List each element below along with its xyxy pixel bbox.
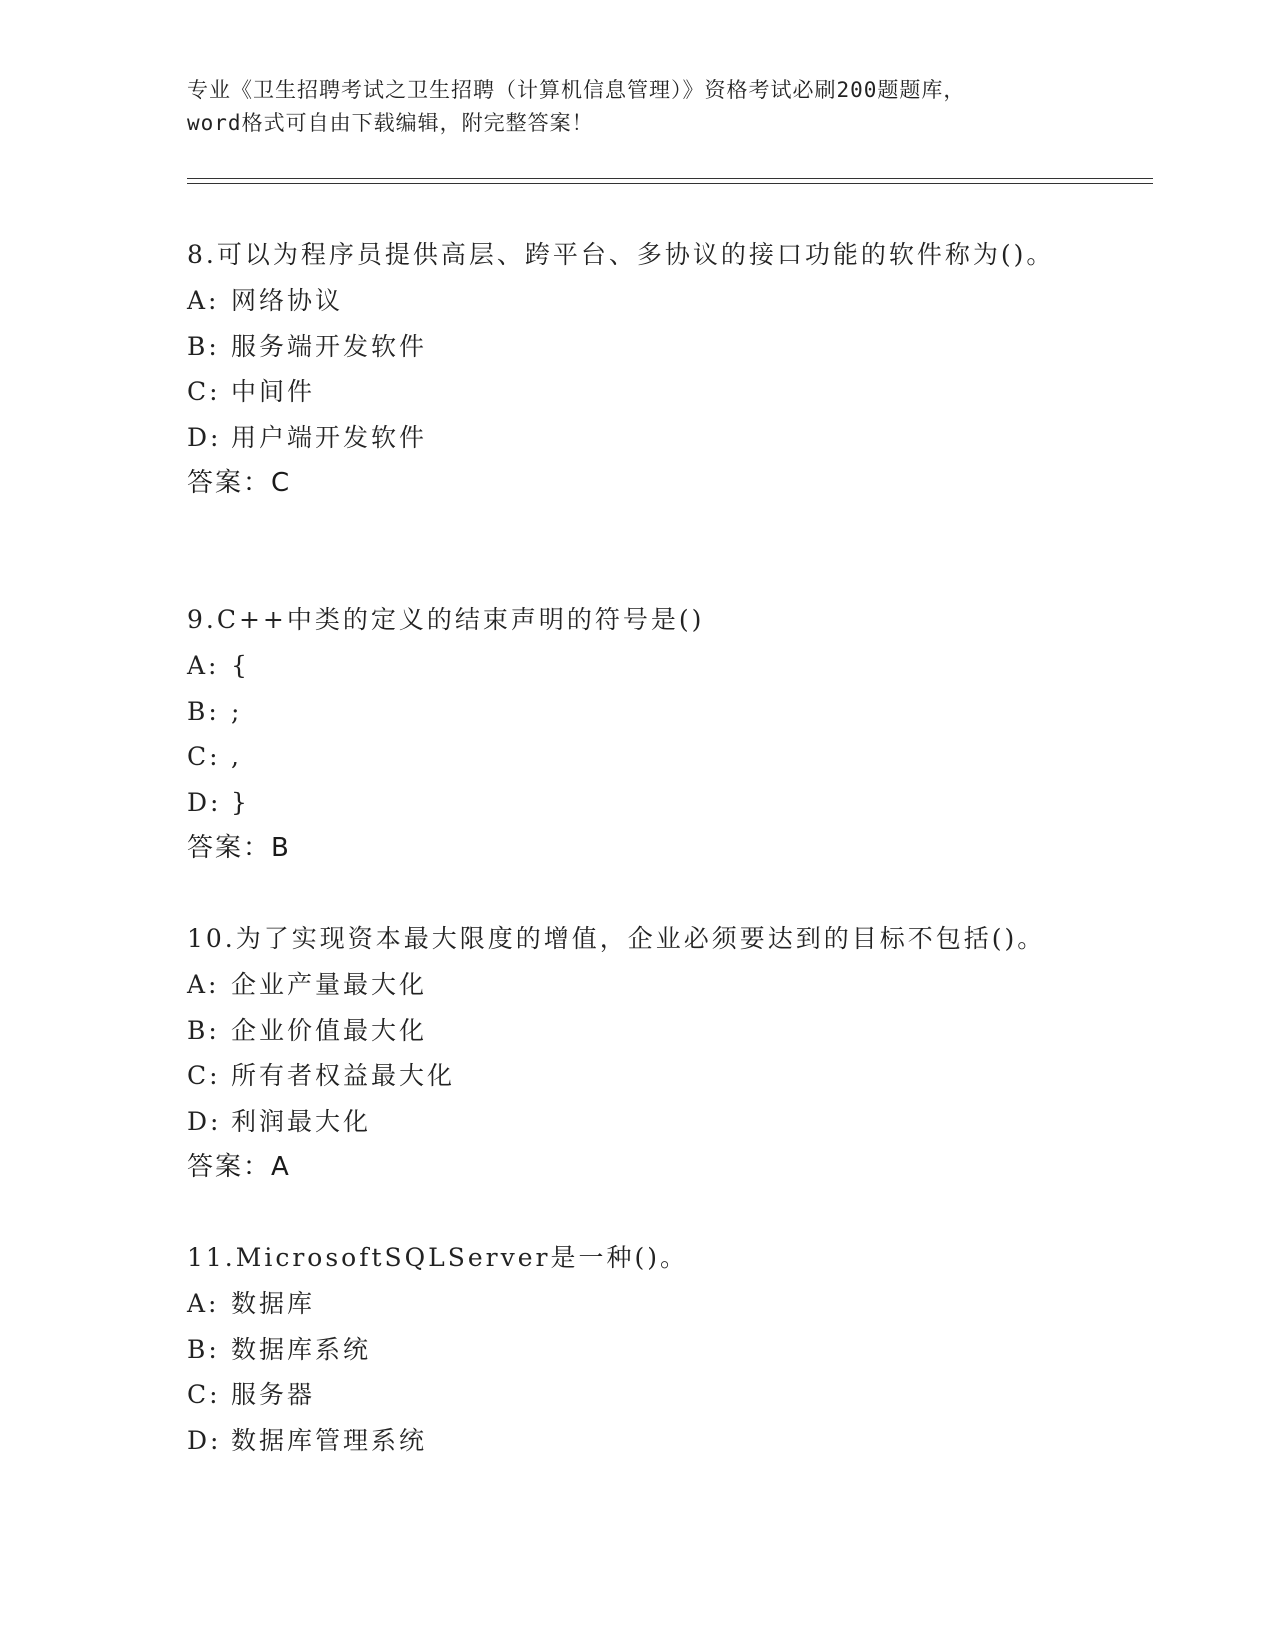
option-a <box>187 1281 1117 1327</box>
option-c <box>187 1372 1117 1418</box>
question-9 <box>187 597 1117 871</box>
option-letter: B: <box>187 1334 220 1364</box>
answer-text: 答案：A <box>187 1152 291 1182</box>
option-d <box>187 1099 1117 1145</box>
option-text: { <box>231 651 250 680</box>
option-letter: C: <box>187 377 221 406</box>
option-letter: D: <box>187 787 222 817</box>
option-text: 数据库系统 <box>231 1334 372 1364</box>
option-letter: D: <box>187 1106 222 1136</box>
option-letter: A: <box>187 286 220 315</box>
option-letter: B: <box>187 331 220 361</box>
option-text: 数据库 <box>231 1289 316 1318</box>
header-divider-bottom <box>187 183 1153 184</box>
option-d <box>187 780 1117 826</box>
option-letter: C: <box>187 1380 221 1409</box>
option-text: 企业产量最大化 <box>231 970 428 999</box>
header-title-line1: 专业《卫生招聘考试之卫生招聘（计算机信息管理）》资格考试必刷200题题库， <box>187 78 966 102</box>
option-text: 所有者权益最大化 <box>231 1061 456 1090</box>
option-b <box>187 1327 1117 1373</box>
question-stem: 10.为了实现资本最大限度的增值，企业必须要达到的目标不包括()。 <box>187 924 1046 953</box>
option-letter: C: <box>187 1061 221 1090</box>
option-text: 数据库管理系统 <box>231 1425 428 1455</box>
option-d <box>187 1418 1117 1464</box>
option-c <box>187 734 1117 780</box>
option-text: } <box>231 787 250 817</box>
option-text: 中间件 <box>231 377 316 406</box>
option-c <box>187 1053 1117 1099</box>
option-b <box>187 324 1117 370</box>
option-letter: B: <box>187 696 220 726</box>
option-c <box>187 369 1117 415</box>
option-letter: D: <box>187 1425 222 1455</box>
option-text: 用户端开发软件 <box>231 422 428 452</box>
option-text: 服务端开发软件 <box>231 331 428 361</box>
answer-text: 答案：C <box>187 468 292 498</box>
document-header <box>187 74 1087 140</box>
option-text: 网络协议 <box>231 286 344 315</box>
option-letter: B: <box>187 1015 220 1045</box>
option-letter: D: <box>187 422 222 452</box>
option-letter: A: <box>187 970 220 999</box>
option-letter: A: <box>187 651 220 680</box>
answer-text: 答案：B <box>187 833 291 863</box>
question-stem: 9.C++中类的定义的结束声明的符号是() <box>187 605 705 634</box>
option-text: , <box>231 742 242 771</box>
option-text: 利润最大化 <box>231 1106 372 1136</box>
header-divider-top <box>187 178 1153 179</box>
option-text: 企业价值最大化 <box>231 1015 428 1045</box>
option-a <box>187 962 1117 1008</box>
question-8 <box>187 232 1117 506</box>
option-b <box>187 1008 1117 1054</box>
option-letter: A: <box>187 1289 220 1318</box>
option-text: ; <box>231 696 243 726</box>
header-title-line2: word格式可自由下载编辑，附完整答案！ <box>187 111 594 135</box>
question-stem: 8.可以为程序员提供高层、跨平台、多协议的接口功能的软件称为()。 <box>187 240 1055 269</box>
question-stem: 11.MicrosoftSQLServer是一种()。 <box>187 1243 689 1272</box>
question-11 <box>187 1235 1117 1463</box>
option-d <box>187 415 1117 461</box>
question-10 <box>187 916 1117 1190</box>
option-letter: C: <box>187 742 221 771</box>
option-a <box>187 643 1117 689</box>
option-text: 服务器 <box>231 1380 316 1409</box>
option-a <box>187 278 1117 324</box>
option-b <box>187 689 1117 735</box>
